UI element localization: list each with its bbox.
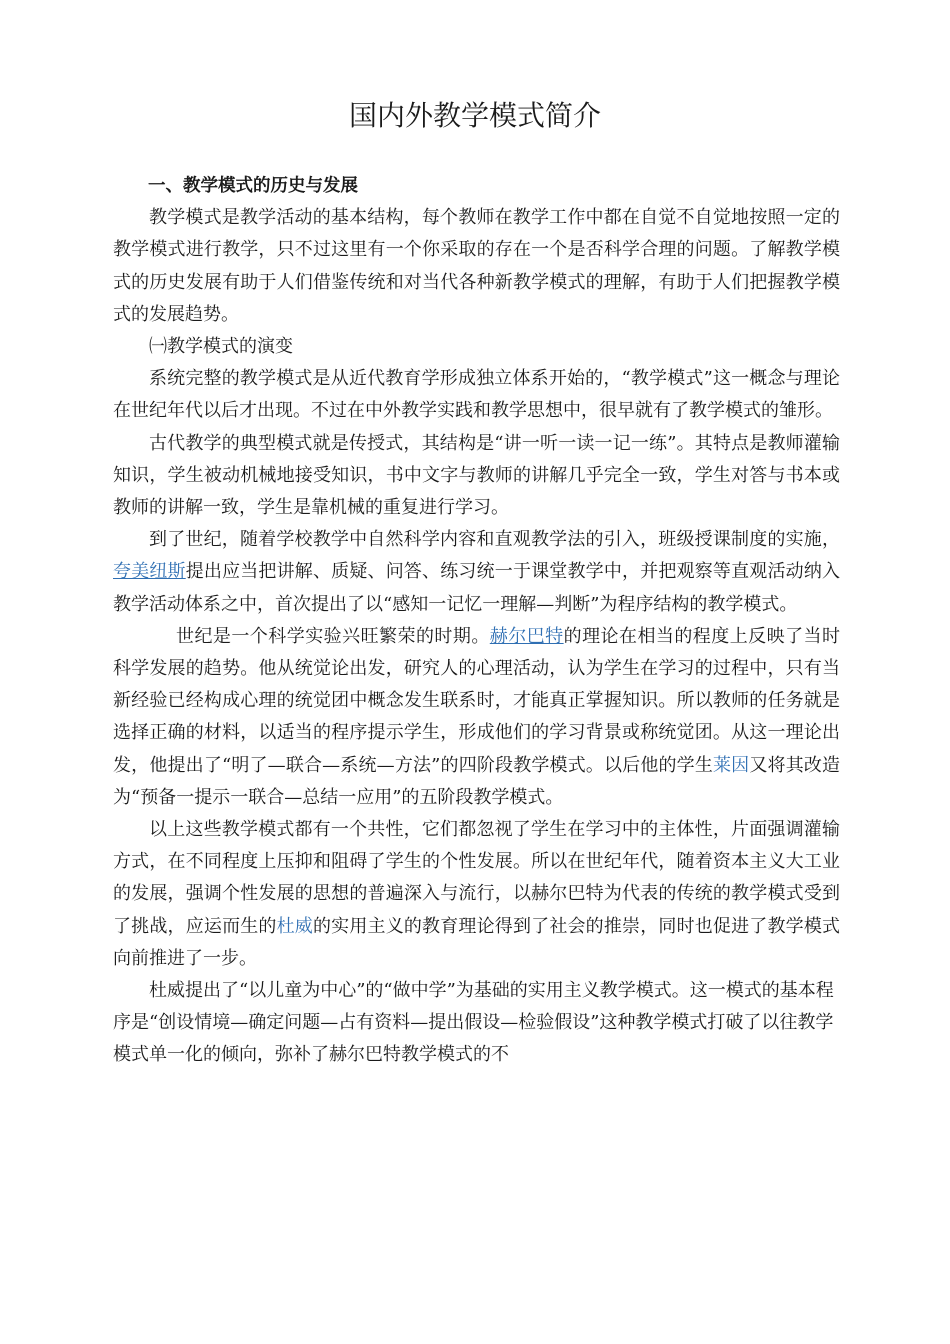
paragraph-herbart <box>113 621 840 814</box>
paragraph-ancient: 古代教学的典型模式就是传授式，其结构是“讲一听一读一记一练”。其特点是教师灌输知识，学生被动机械地接受知识，书中文字与教师的讲解几乎完全一致，学生对答与书本或教师的讲解一致，学生是靠机械的重复进行学习。 <box>113 432 840 519</box>
paragraph-text: 世纪是一个科学实验兴旺繁荣的时期。 <box>176 625 490 647</box>
link-comenius[interactable]: 夸美纽斯 <box>113 561 186 583</box>
paragraph-text: 的实用主义的教育理论得到了社会的推崇，同时也促进了教学模式向前推进了一步。 <box>113 915 841 969</box>
section-heading: 一、教学模式的历史与发展 <box>148 176 358 196</box>
paragraph-system: 系统完整的教学模式是从近代教育学形成独立体系开始的，“教学模式”这一概念与理论在世纪年代以后才出现。不过在中外教学实践和教学思想中，很早就有了教学模式的雏形。 <box>113 368 840 422</box>
paragraph-text: 提出应当把讲解、质疑、问答、练习统一于课堂教学中，并把观察等直观活动纳入教学活动体系之中，首次提出了以“感知一记忆一理解—判断”为程序结构的教学模式。 <box>113 561 840 615</box>
paragraph-comenius <box>113 524 840 621</box>
paragraph-text: 以上这些教学模式都有一个共性，它们都忽视了学生在学习中的主体性，片面强调灌输方式，在不同程度上压抑和阻碍了学生的个性发展。所以在世纪年代，随着资本主义大工业的发展，强调个性发展的思想的普遍深入与流行，以赫尔巴特为代表的传统的教学模式受到了挑战，应运而生的 <box>113 819 840 937</box>
paragraph-text: 又将其改造为“预备一提示一联合—总结一应用”的五阶段教学模式。 <box>113 754 841 808</box>
link-dewey[interactable]: 杜威 <box>276 915 313 937</box>
paragraph-common <box>113 814 840 975</box>
paragraph-text: 到了世纪，随着学校教学中自然科学内容和直观教学法的引入，班级授课制度的实施， <box>149 529 840 551</box>
document-title: 国内外教学模式简介 <box>348 99 601 132</box>
paragraph-intro: 教学模式是教学活动的基本结构，每个教师在教学工作中都在自觉不自觉地按照一定的教学模式进行教学，只不过这里有一个你采取的存在一个是否科学合理的问题。了解教学模式的历史发展有助于人们借鉴传统和对当代各种新教学模式的理解，有助于人们把握教学模式的发展趋势。 <box>113 207 840 325</box>
link-rein[interactable]: 莱因 <box>713 754 750 776</box>
paragraph-dewey: 杜威提出了“以儿童为中心”的“做中学”为基础的实用主义教学模式。这一模式的基本程序是“创设情境—确定问题—占有资料—提出假设—检验假设”这种教学模式打破了以往教学模式单一化的倾向，弥补了赫尔巴特教学模式的不 <box>113 980 834 1066</box>
subsection-heading: ㈠教学模式的演变 <box>149 336 293 358</box>
document-body <box>113 170 840 1072</box>
link-herbart[interactable]: 赫尔巴特 <box>489 625 564 647</box>
paragraph-text: 的理论在相当的程度上反映了当时科学发展的趋势。他从统觉论出发，研究人的心理活动，认为学生在学习的过程中，只有当新经验已经构成心理的统觉团中概念发生联系时，才能真正掌握知识。所以教师的任务就是选择正确的材料，以适当的程序提示学生，形成他们的学习背景或称统觉团。从这一理论出发，他提出了“明了—联合—系统—方法”的四阶段教学模式。以后他的学生 <box>113 625 841 776</box>
